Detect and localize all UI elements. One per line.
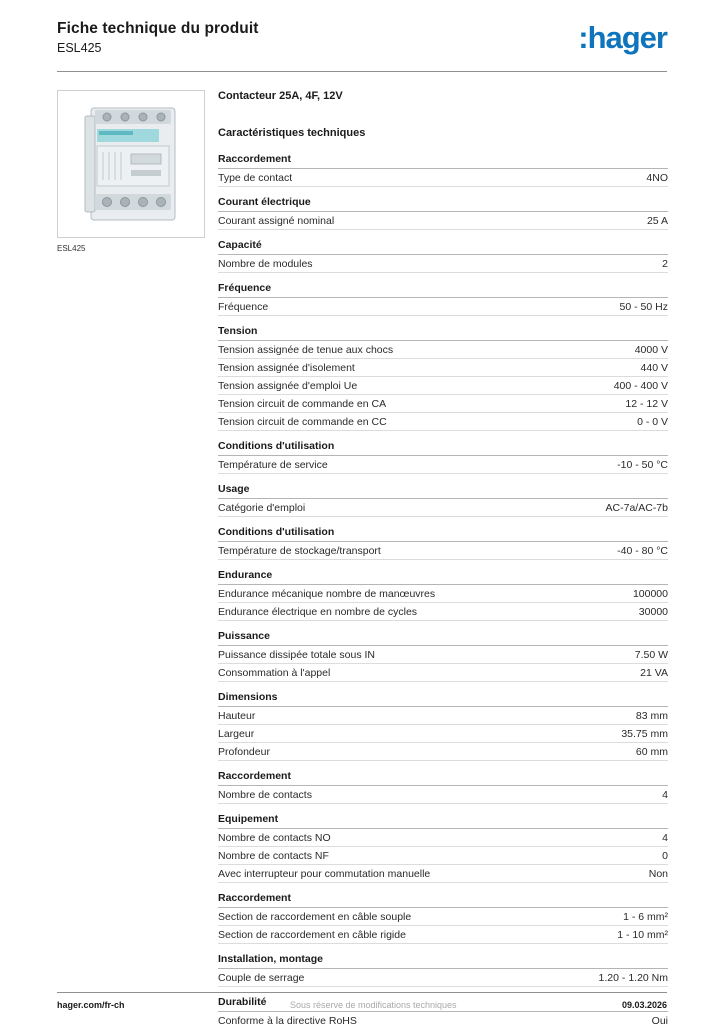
spec-row — [218, 908, 668, 926]
spec-value: 1 - 6 mm² — [623, 910, 668, 923]
spec-value: 12 - 12 V — [625, 397, 668, 410]
spec-row — [218, 1012, 668, 1024]
section-title: Raccordement — [218, 153, 668, 169]
section-title: Equipement — [218, 813, 668, 829]
spec-section — [218, 630, 668, 682]
header — [57, 20, 667, 55]
spec-row — [218, 542, 668, 560]
spec-value: 0 — [662, 849, 668, 862]
spec-row — [218, 829, 668, 847]
section-rows — [218, 341, 668, 431]
spec-label: Section de raccordement en câble rigide — [218, 928, 406, 941]
spec-heading: Caractéristiques techniques — [218, 127, 366, 139]
spec-label: Nombre de modules — [218, 257, 313, 270]
spec-column — [218, 90, 668, 1024]
spec-section — [218, 440, 668, 474]
section-title: Fréquence — [218, 282, 668, 298]
spec-section — [218, 813, 668, 883]
spec-sections — [218, 153, 668, 1024]
spec-row — [218, 926, 668, 944]
spec-row — [218, 969, 668, 987]
spec-row — [218, 359, 668, 377]
spec-row — [218, 585, 668, 603]
spec-label: Endurance mécanique nombre de manœuvres — [218, 587, 436, 600]
section-rows — [218, 786, 668, 804]
section-rows — [218, 456, 668, 474]
spec-label: Conforme à la directive RoHS — [218, 1014, 357, 1024]
product-image-frame — [57, 90, 205, 238]
spec-value: 25 A — [646, 214, 668, 227]
footer-date: 09.03.2026 — [621, 1000, 667, 1010]
spec-row — [218, 395, 668, 413]
spec-row — [218, 725, 668, 743]
spec-section — [218, 282, 668, 316]
spec-label: Hauteur — [218, 709, 256, 722]
spec-row — [218, 603, 668, 621]
spec-value: 4000 V — [634, 343, 668, 356]
section-title: Conditions d'utilisation — [218, 526, 668, 542]
spec-value: 4NO — [646, 171, 668, 184]
spec-label: Profondeur — [218, 745, 270, 758]
spec-value: 4 — [662, 831, 668, 844]
spec-value: AC-7a/AC-7b — [605, 501, 668, 514]
product-panel — [57, 90, 205, 253]
spec-value: 21 VA — [640, 666, 668, 679]
product-reference: ESL425 — [57, 41, 102, 55]
spec-row — [218, 664, 668, 682]
spec-value: -10 - 50 °C — [617, 458, 668, 471]
spec-value: -40 - 80 °C — [617, 544, 668, 557]
spec-label: Endurance électrique en nombre de cycles — [218, 605, 418, 618]
spec-row — [218, 169, 668, 187]
section-rows — [218, 298, 668, 316]
section-title: Raccordement — [218, 892, 668, 908]
spec-value: 4 — [662, 788, 668, 801]
spec-value: 100000 — [632, 587, 668, 600]
section-title: Endurance — [218, 569, 668, 585]
spec-value: Oui — [651, 1014, 668, 1024]
hager-logo: :hager — [578, 20, 667, 55]
spec-row — [218, 456, 668, 474]
spec-value: 0 - 0 V — [637, 415, 668, 428]
spec-label: Nombre de contacts NO — [218, 831, 331, 844]
spec-label: Courant assigné nominal — [218, 214, 335, 227]
section-rows — [218, 1012, 668, 1024]
section-title: Durabilité — [218, 996, 668, 1012]
footer-divider — [57, 992, 667, 993]
spec-label: Couple de serrage — [218, 971, 305, 984]
spec-label: Catégorie d'emploi — [218, 501, 306, 514]
footer-disclaimer: Sous réserve de modifications techniques — [289, 1000, 457, 1010]
spec-label: Fréquence — [218, 300, 269, 313]
spec-label: Nombre de contacts — [218, 788, 312, 801]
section-rows — [218, 908, 668, 944]
section-rows — [218, 829, 668, 883]
section-rows — [218, 707, 668, 761]
header-divider — [57, 71, 667, 72]
spec-label: Température de service — [218, 458, 328, 471]
spec-label: Tension circuit de commande en CC — [218, 415, 387, 428]
spec-section — [218, 770, 668, 804]
section-title: Dimensions — [218, 691, 668, 707]
spec-label: Section de raccordement en câble souple — [218, 910, 412, 923]
contactor-product-image — [65, 98, 197, 230]
spec-row — [218, 255, 668, 273]
section-rows — [218, 212, 668, 230]
spec-label: Largeur — [218, 727, 255, 740]
spec-row — [218, 646, 668, 664]
spec-value: 2 — [662, 257, 668, 270]
spec-row — [218, 786, 668, 804]
section-rows — [218, 646, 668, 682]
spec-value: 440 V — [640, 361, 668, 374]
spec-section — [218, 325, 668, 431]
spec-section — [218, 953, 668, 987]
spec-value: 30000 — [638, 605, 668, 618]
spec-label: Tension assignée d'isolement — [218, 361, 355, 374]
spec-label: Nombre de contacts NF — [218, 849, 329, 862]
page-title: Fiche technique du produit — [57, 20, 259, 37]
spec-value: 35.75 mm — [621, 727, 668, 740]
spec-row — [218, 865, 668, 883]
spec-row — [218, 499, 668, 517]
spec-value: 83 mm — [635, 709, 668, 722]
product-title: Contacteur 25A, 4F, 12V — [218, 90, 343, 102]
spec-row — [218, 413, 668, 431]
product-image-caption: ESL425 — [57, 244, 86, 253]
spec-value: 7.50 W — [634, 648, 668, 661]
footer-website-link[interactable]: hager.com/fr-ch — [57, 1000, 125, 1010]
spec-section — [218, 196, 668, 230]
spec-section — [218, 483, 668, 517]
spec-label: Puissance dissipée totale sous IN — [218, 648, 376, 661]
section-title: Conditions d'utilisation — [218, 440, 668, 456]
spec-section — [218, 691, 668, 761]
spec-label: Tension circuit de commande en CA — [218, 397, 387, 410]
spec-label: Avec interrupteur pour commutation manuelle — [218, 867, 431, 880]
spec-row — [218, 298, 668, 316]
spec-value: 60 mm — [635, 745, 668, 758]
section-title: Tension — [218, 325, 668, 341]
spec-row — [218, 743, 668, 761]
section-title: Raccordement — [218, 770, 668, 786]
spec-section — [218, 526, 668, 560]
section-title: Capacité — [218, 239, 668, 255]
spec-value: 1.20 - 1.20 Nm — [598, 971, 668, 984]
spec-row — [218, 377, 668, 395]
section-rows — [218, 499, 668, 517]
spec-value: Non — [648, 867, 668, 880]
section-title: Usage — [218, 483, 668, 499]
spec-row — [218, 847, 668, 865]
section-rows — [218, 585, 668, 621]
spec-value: 400 - 400 V — [613, 379, 668, 392]
spec-section — [218, 569, 668, 621]
section-rows — [218, 542, 668, 560]
section-rows — [218, 969, 668, 987]
spec-row — [218, 212, 668, 230]
spec-label: Consommation à l'appel — [218, 666, 331, 679]
spec-row — [218, 341, 668, 359]
spec-value: 50 - 50 Hz — [619, 300, 668, 313]
spec-row — [218, 707, 668, 725]
section-title: Puissance — [218, 630, 668, 646]
footer — [57, 992, 667, 1010]
section-title: Installation, montage — [218, 953, 668, 969]
spec-label: Tension assignée d'emploi Ue — [218, 379, 358, 392]
section-rows — [218, 255, 668, 273]
spec-label: Tension assignée de tenue aux chocs — [218, 343, 394, 356]
spec-label: Température de stockage/transport — [218, 544, 381, 557]
section-title: Courant électrique — [218, 196, 668, 212]
section-rows — [218, 169, 668, 187]
spec-label: Type de contact — [218, 171, 293, 184]
spec-value: 1 - 10 mm² — [617, 928, 668, 941]
spec-section — [218, 892, 668, 944]
spec-section — [218, 153, 668, 187]
spec-section — [218, 239, 668, 273]
